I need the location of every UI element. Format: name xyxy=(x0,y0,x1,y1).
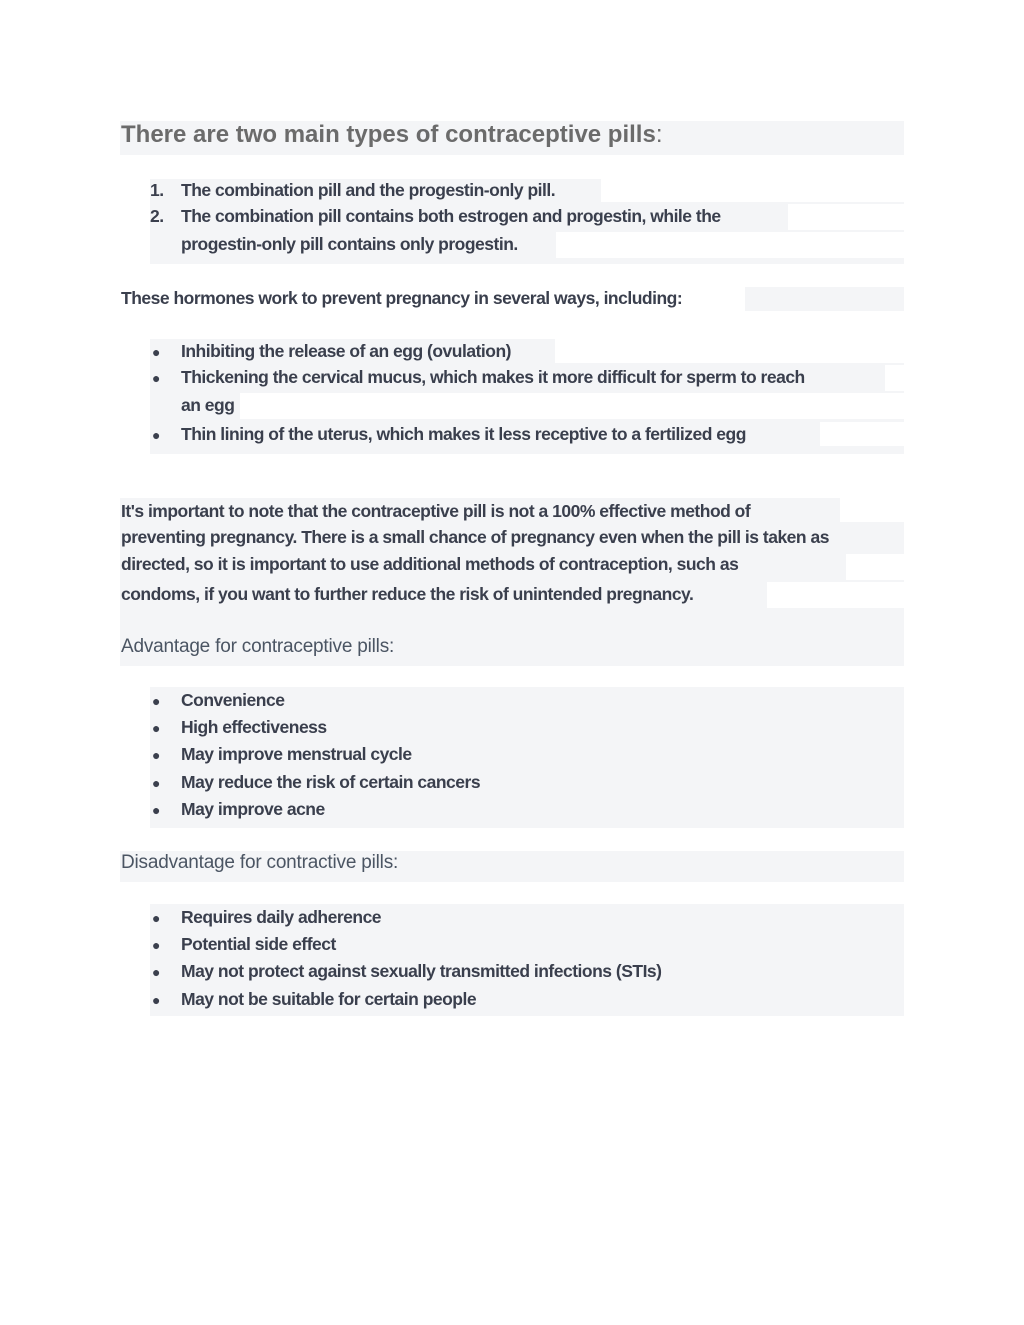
highlight-gap xyxy=(556,232,904,258)
bullet-icon: ● xyxy=(152,964,161,980)
highlight-gap xyxy=(885,365,904,391)
note-line: It's important to note that the contraceptive pill is not a 100% effective method of xyxy=(121,501,751,521)
title-text: There are two main types of contraceptive pills xyxy=(121,121,656,148)
highlight-gap xyxy=(767,582,904,608)
list-item-text: The combination pill contains both estrogen and progestin, while the xyxy=(181,206,721,226)
highlight-gap xyxy=(240,393,904,419)
note-line: directed, so it is important to use additional methods of contraception, such as xyxy=(121,554,739,574)
title-colon: : xyxy=(655,121,663,148)
bullet-icon: ● xyxy=(152,802,161,818)
bullet-icon: ● xyxy=(152,747,161,763)
note-line: preventing pregnancy. There is a small chance of pregnancy even when the pill is taken as xyxy=(121,527,829,547)
hormones-intro: These hormones work to prevent pregnancy in several ways, including: xyxy=(121,288,683,308)
list-item-text: an egg xyxy=(181,395,235,415)
disadvantage-item: Potential side effect xyxy=(181,934,336,954)
highlight-gap xyxy=(820,422,904,446)
list-item-text: Thin lining of the uterus, which makes it less receptive to a fertilized egg xyxy=(181,424,746,444)
list-item-text: progestin-only pill contains only progestin. xyxy=(181,234,518,254)
bullet-icon: ● xyxy=(152,720,161,736)
advantage-item: May improve menstrual cycle xyxy=(181,744,412,764)
highlight-gap xyxy=(601,179,904,202)
disadvantage-item: May not protect against sexually transmitted infections (STIs) xyxy=(181,961,662,981)
page-title xyxy=(121,121,663,149)
highlight-gap xyxy=(788,204,904,230)
highlight-gap xyxy=(840,498,904,522)
advantages-heading: Advantage for contraceptive pills: xyxy=(121,636,395,657)
bullet-icon: ● xyxy=(152,992,161,1008)
highlight-gap xyxy=(846,554,904,580)
disadvantage-item: Requires daily adherence xyxy=(181,907,382,927)
bullet-icon: ● xyxy=(152,693,161,709)
list-item-text: Thickening the cervical mucus, which makes it more difficult for sperm to reach xyxy=(181,367,805,387)
bullet-icon: ● xyxy=(152,370,161,386)
bullet-icon: ● xyxy=(152,427,161,443)
intro-highlight xyxy=(745,287,904,311)
disadvantage-item: May not be suitable for certain people xyxy=(181,989,477,1009)
advantage-item: Convenience xyxy=(181,690,285,710)
bullet-icon: ● xyxy=(152,937,161,953)
bullet-icon: ● xyxy=(152,910,161,926)
note-line: condoms, if you want to further reduce the risk of unintended pregnancy. xyxy=(121,584,694,604)
advantage-item: May reduce the risk of certain cancers xyxy=(181,772,481,792)
advantage-item: High effectiveness xyxy=(181,717,327,737)
disadvantages-heading: Disadvantage for contractive pills: xyxy=(121,852,399,873)
list-number: 1. xyxy=(150,180,164,200)
bullet-icon: ● xyxy=(152,344,161,360)
advantage-item: May improve acne xyxy=(181,799,325,819)
list-number: 2. xyxy=(150,206,164,226)
list-item-text: The combination pill and the progestin-only pill. xyxy=(181,180,556,200)
list-item-text: Inhibiting the release of an egg (ovulation) xyxy=(181,341,511,361)
highlight-gap xyxy=(555,339,904,363)
bullet-icon: ● xyxy=(152,775,161,791)
